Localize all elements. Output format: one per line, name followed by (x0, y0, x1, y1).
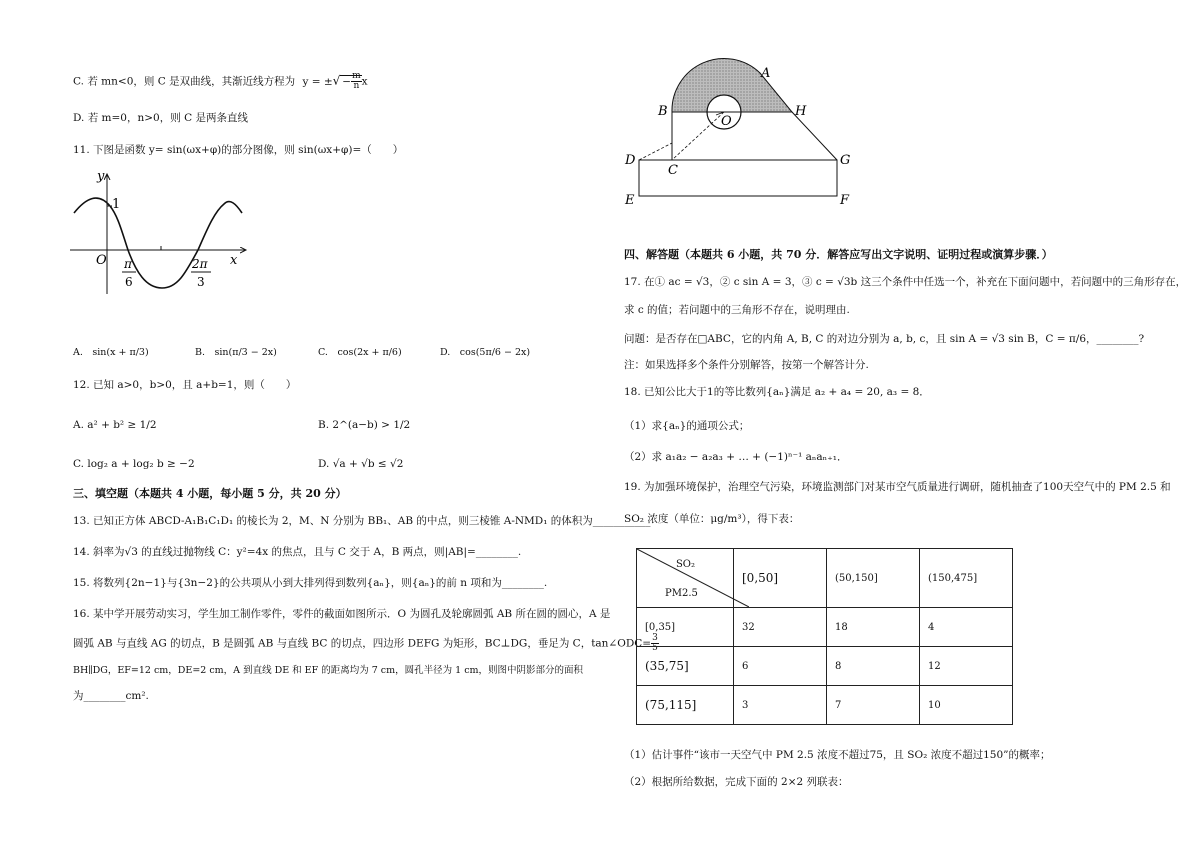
table-cell: 7 (827, 686, 920, 725)
q11-option-b: B. sin(π/3 − 2x) (195, 347, 277, 358)
row-header: [0,35] (637, 608, 734, 647)
column-header: [0,50] (734, 549, 827, 608)
section-4-heading: 四、解答题（本题共 6 小题，共 70 分．解答应写出文字说明、证明过程或演算步骤．） (624, 248, 1053, 261)
question-17-note: 注：如果选择多个条件分别解答，按第一个解答计分. (624, 359, 869, 371)
column-header: (50,150] (827, 549, 920, 608)
y-axis-label: y (97, 169, 105, 184)
table-cell: 10 (920, 686, 1013, 725)
svg-text:A: A (761, 66, 771, 81)
origin-label: O (96, 253, 107, 268)
q12-option-a: A. a² + b² ≥ 1/2 (73, 419, 157, 431)
question-19-line-1: 19. 为加强环境保护，治理空气污染，环境监测部门对某市空气质量进行调研，随机抽查了100天空气中的 PM 2.5 和 (624, 481, 1171, 493)
svg-text:D: D (625, 153, 636, 168)
q11-option-d: D. cos(5π/6 − 2x) (440, 347, 531, 358)
svg-text:O: O (721, 114, 732, 129)
table-cell: 3 (734, 686, 827, 725)
corner-pm25: PM2.5 (665, 588, 698, 599)
svg-text:C: C (668, 163, 678, 178)
question-17-line-3: 问题：是否存在□ABC，它的内角 A, B, C 的对边分别为 a, b, c，且 sin A = √3 sin B，C = π/6，________? (624, 333, 1145, 345)
one-label: 1 (112, 197, 121, 212)
tick-2pi-3-num: 2π (192, 257, 208, 271)
question-12: 12. 已知 a>0，b>0，且 a+b=1，则（ ） (73, 379, 297, 391)
question-18-part-1: （1）求{aₙ}的通项公式； (624, 420, 750, 432)
row-header: (75,115] (637, 686, 734, 725)
tick-pi-6-den: 6 (125, 275, 133, 289)
table-cell: 8 (827, 647, 920, 686)
question-19-part-1: （1）估计事件“该市一天空气中 PM 2.5 浓度不超过75，且 SO₂ 浓度不超过150”的概率； (624, 749, 1051, 761)
table-cell: 12 (920, 647, 1013, 686)
row-header: (35,75] (637, 647, 734, 686)
q12-option-b: B. 2^(a−b) > 1/2 (318, 419, 411, 431)
question-18-part-2: （2）求 a₁a₂ − a₂a₃ + … + (−1)ⁿ⁻¹ aₙaₙ₊₁． (624, 451, 848, 463)
table-cell: 6 (734, 647, 827, 686)
svg-text:F: F (840, 193, 850, 208)
table-row (637, 608, 1013, 647)
svg-text:E: E (625, 193, 635, 208)
tick-pi-6-num: π (124, 257, 132, 271)
table-corner-cell (637, 549, 734, 608)
tick-2pi-3-den: 3 (197, 275, 205, 289)
svg-text:H: H (795, 104, 807, 119)
question-11: 11. 下图是函数 y= sin(ωx+φ)的部分图像，则 sin(ωx+φ)=（ ） (73, 144, 404, 156)
sine-curve (74, 198, 242, 288)
column-header: (150,475] (920, 549, 1013, 608)
dc-dashed (639, 143, 672, 160)
svg-text:G: G (840, 153, 851, 168)
question-16-line-3: BH∥DG，EF=12 cm，DE=2 cm，A 到直线 DE 和 EF 的距离均为 7 cm，圆孔半径为 1 cm，则图中阴影部分的面积 (73, 665, 584, 676)
q11-option-a: A. sin(x + π/3) (73, 347, 149, 358)
x-axis-label: x (230, 253, 238, 268)
section-3-heading: 三、填空题（本题共 4 小题，每小题 5 分，共 20 分） (73, 487, 347, 500)
question-18: 18. 已知公比大于1的等比数列{aₙ}满足 a₂ + a₄ = 20, a₃ = 8． (624, 386, 930, 398)
pm-so2-table (636, 548, 1013, 725)
question-19-line-2: SO₂ 浓度（单位：μg/m³），得下表： (624, 513, 800, 525)
question-17-line-1: 17. 在① ac = √3，② c sin A = 3，③ c = √3b 这三个条件中任选一个，补充在下面问题中，若问题中的三角形存在， (624, 276, 1187, 288)
question-14: 14. 斜率为√3 的直线过抛物线 C：y²=4x 的焦点，且与 C 交于 A，B 两点，则|AB|=________. (73, 546, 522, 558)
table-cell: 18 (827, 608, 920, 647)
question-15: 15. 将数列{2n−1}与{3n−2}的公共项从小到大排列得到数列{aₙ}，则{aₙ}的前 n 项和为________. (73, 577, 548, 589)
question-17-line-2: 求 c 的值；若问题中的三角形不存在，说明理由. (624, 304, 850, 316)
table-row (637, 686, 1013, 725)
question-19-part-2: （2）根据所给数据，完成下面的 2×2 列联表： (624, 776, 849, 788)
question-16-line-2: 圆弧 AB 与直线 AG 的切点，B 是圆弧 AB 与直线 BC 的切点，四边形 DEFG 为矩形，BC⊥DG，垂足为 C，tan∠ODC= $\frac{3}{5}$ (73, 633, 658, 653)
q12-option-d: D. √a + √b ≤ √2 (318, 458, 404, 470)
hg-line (792, 112, 837, 160)
table-header-row (637, 549, 1013, 608)
question-13: 13. 已知正方体 ABCD-A₁B₁C₁D₁ 的棱长为 2，M、N 分别为 BB₁、AB 的中点，则三棱锥 A-NMD₁ 的体积为___________ (73, 515, 651, 527)
sine-graph (66, 168, 256, 298)
q12-option-c: C. log₂ a + log₂ b ≥ −2 (73, 458, 195, 470)
table-row (637, 647, 1013, 686)
q11-option-c: C. cos(2x + π/6) (318, 347, 402, 358)
svg-text:B: B (658, 104, 668, 119)
corner-so2: SO₂ (675, 559, 695, 570)
table-cell: 4 (920, 608, 1013, 647)
option-d: D. 若 m=0，n>0，则 C 是两条直线 (73, 112, 248, 124)
option-c: C. 若 mn<0，则 C 是双曲线，其渐近线方程为 y = ±√ − $\frac{m}{n}$ x (73, 71, 368, 91)
oc-dashed (672, 112, 724, 160)
part-cross-section-figure (620, 55, 860, 215)
table-cell: 32 (734, 608, 827, 647)
question-16-line-1: 16. 某中学开展劳动实习，学生加工制作零件，零件的截面如图所示．O 为圆孔及轮廓圆弧 AB 所在圆的圆心，A 是 (73, 608, 611, 620)
question-16-line-4: 为________cm². (73, 690, 149, 702)
